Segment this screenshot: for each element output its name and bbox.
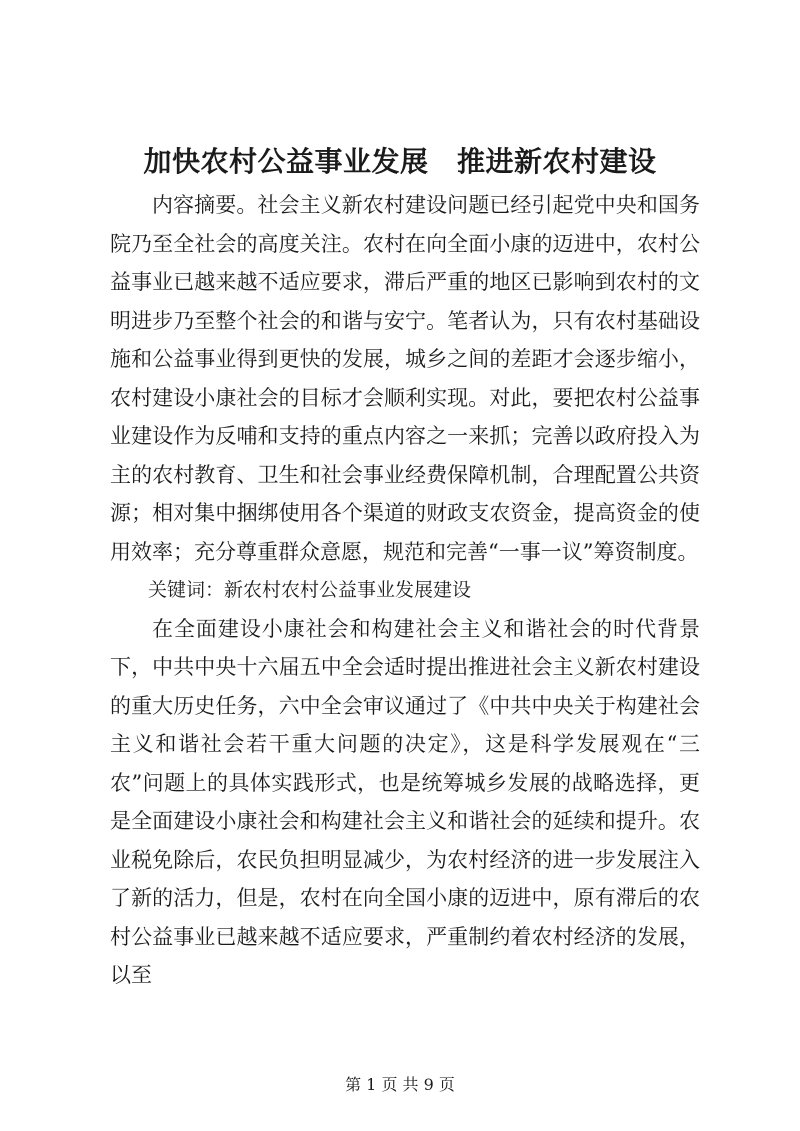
keywords-line: 关键词：新农村农村公益事业发展建设 <box>148 579 472 601</box>
body-paragraph: 在全面建设小康社会和构建社会主义和谐社会的时代背景下，中共中央十六届五中全会适时提出推进社会主义新农村建设的重大历史任务，六中全会审议通过了《中共中央关于构建社会主义和谐社会若干重大问题的决定》，这是科学发展观在“三农”问题上的具体实践形式，也是统筹城乡发展的战略选择，更是全面建设小康社会和构建社会主义和谐社会的延续和提升。农业税免除后，农民负担明显减少，为农村经济的进一步发展注入了新的活力，但是，农村在向全国小康的迈进中，原有滞后的农村公益事业已越来越不适应要求，严重制约着农村经济的发展，以至 <box>110 616 700 987</box>
abstract-paragraph: 内容摘要。社会主义新农村建设问题已经引起党中央和国务院乃至全社会的高度关注。农村在向全面小康的迈进中，农村公益事业已越来越不适应要求，滞后严重的地区已影响到农村的文明进步乃至整个社会的和谐与安宁。笔者认为，只有农村基础设施和公益事业得到更快的发展，城乡之间的差距才会逐步缩小，农村建设小康社会的目标才会顺利实现。对此，要把农村公益事业建设作为反哺和支持的重点内容之一来抓；完善以政府投入为主的农村教育、卫生和社会事业经费保障机制，合理配置公共资源；相对集中捆绑使用各个渠道的财政支农资金，提高资金的使用效率；充分尊重群众意愿，规范和完善“一事一议”筹资制度。 <box>110 193 700 564</box>
page-footer: 第 1 页 共 9 页 <box>345 1075 455 1094</box>
document-title: 加快农村公益事业发展 推进新农村建设 <box>143 145 657 178</box>
document-body <box>110 186 700 995</box>
